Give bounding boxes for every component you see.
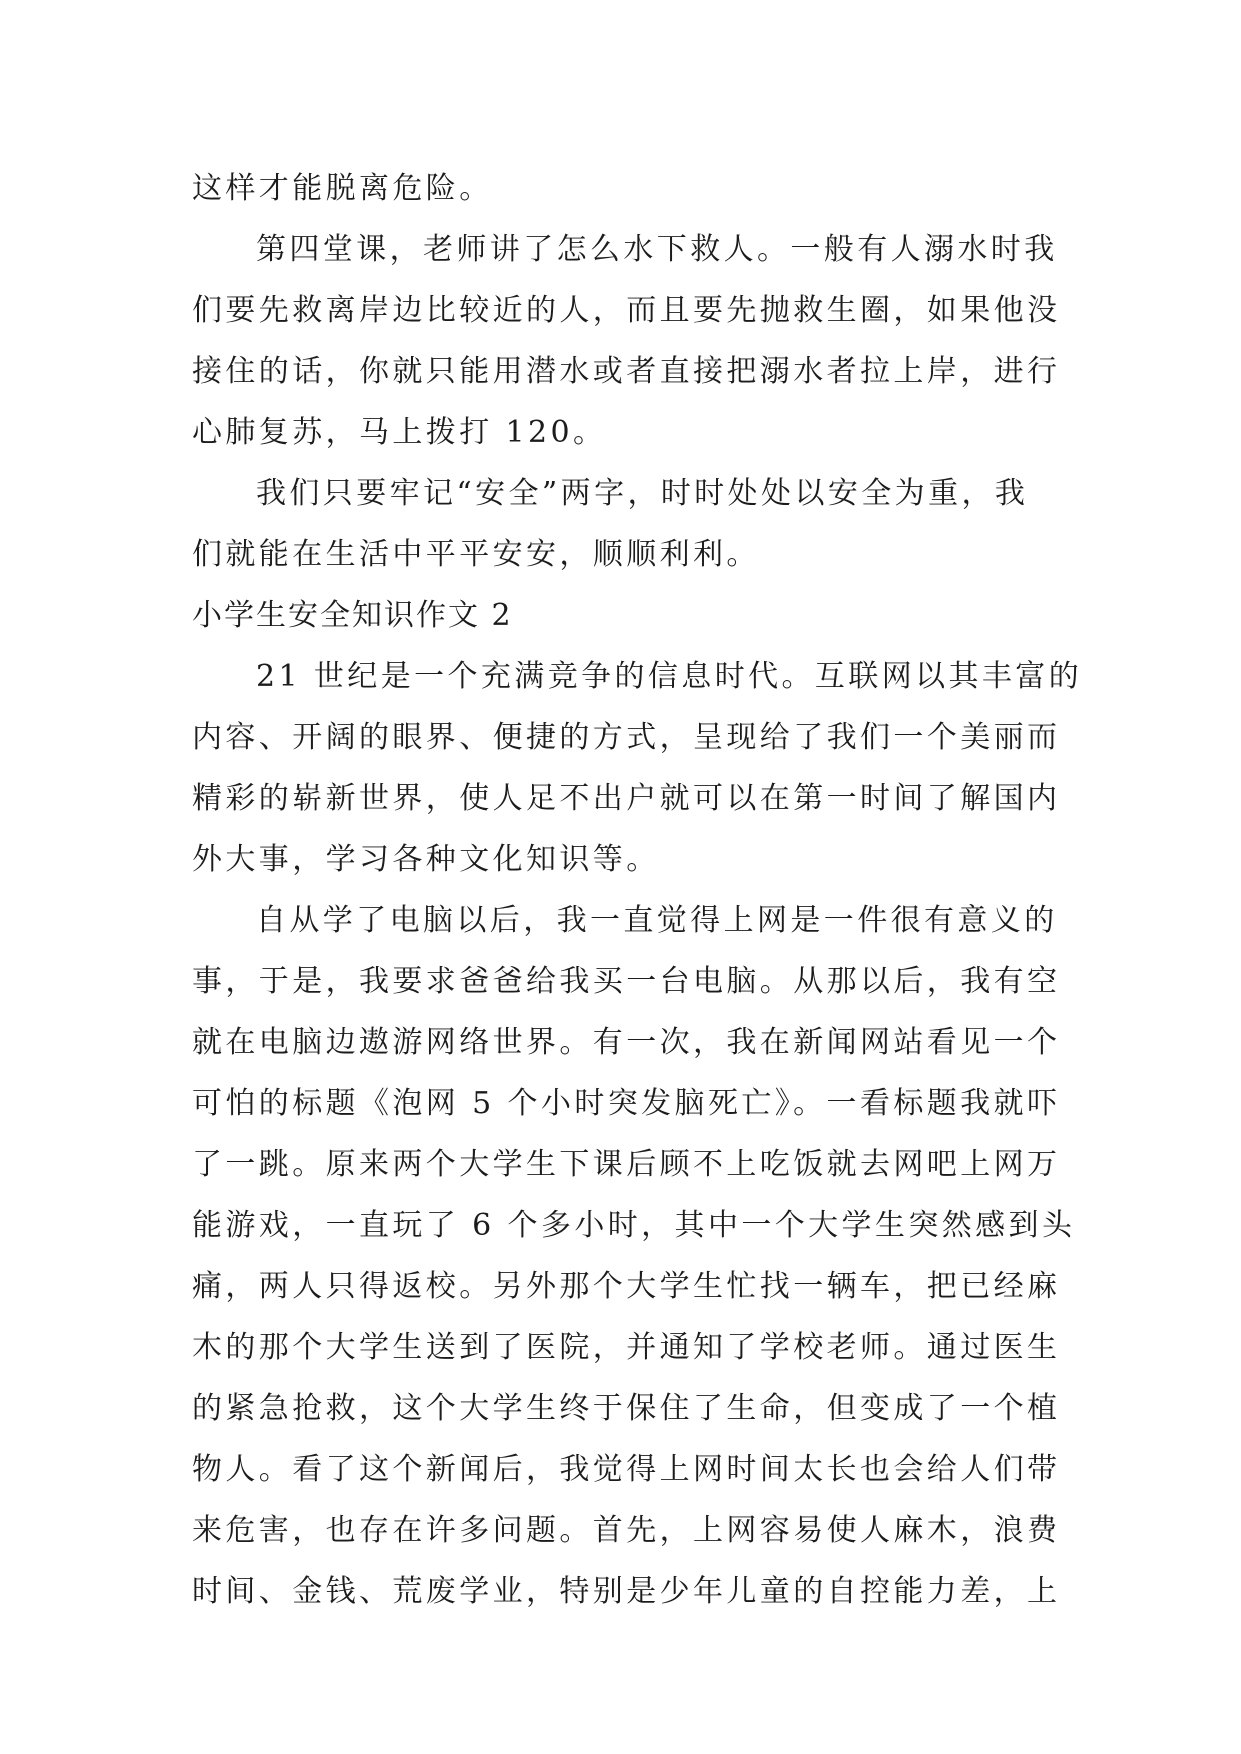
paragraph-line: 就在电脑边遨游网络世界。有一次，我在新闻网站看见一个 <box>192 1025 1061 1060</box>
paragraph-line: 痛，两人只得返校。另外那个大学生忙找一辆车，把已经麻 <box>192 1269 1061 1304</box>
paragraph-line: 们就能在生活中平平安安，顺顺利利。 <box>192 537 760 572</box>
paragraph-line: 来危害，也存在许多问题。首先，上网容易使人麻木，浪费 <box>192 1513 1061 1548</box>
paragraph-line: 这样才能脱离危险。 <box>192 171 493 206</box>
paragraph-line: 物人。看了这个新闻后，我觉得上网时间太长也会给人们带 <box>192 1452 1061 1487</box>
paragraph-line: 事，于是，我要求爸爸给我买一台电脑。从那以后，我有空 <box>192 964 1061 999</box>
paragraph-line: 接住的话，你就只能用潜水或者直接把溺水者拉上岸，进行 <box>192 354 1061 389</box>
paragraph-line: 时间、金钱、荒废学业，特别是少年儿童的自控能力差，上 <box>192 1574 1061 1609</box>
paragraph-line: 了一跳。原来两个大学生下课后顾不上吃饭就去网吧上网万 <box>192 1147 1061 1182</box>
section-heading: 小学生安全知识作文 2 <box>192 598 513 633</box>
paragraph-line: 第四堂课，老师讲了怎么水下救人。一般有人溺水时我 <box>256 232 1058 267</box>
paragraph-line: 外大事，学习各种文化知识等。 <box>192 842 660 877</box>
paragraph-line: 们要先救离岸边比较近的人，而且要先抛救生圈，如果他没 <box>192 293 1061 328</box>
paragraph-line: 自从学了电脑以后，我一直觉得上网是一件很有意义的 <box>256 903 1058 938</box>
paragraph-line: 内容、开阔的眼界、便捷的方式，呈现给了我们一个美丽而 <box>192 720 1061 755</box>
paragraph-line: 精彩的崭新世界，使人足不出户就可以在第一时间了解国内 <box>192 781 1061 816</box>
document-body <box>192 158 1083 1622</box>
paragraph-line: 的紧急抢救，这个大学生终于保住了生命，但变成了一个植 <box>192 1391 1061 1426</box>
paragraph-line: 我们只要牢记“安全”两字，时时处处以安全为重，我 <box>256 476 1029 511</box>
paragraph-line: 心肺复苏，马上拨打 120。 <box>192 415 607 450</box>
paragraph-line: 能游戏，一直玩了 6 个多小时，其中一个大学生突然感到头 <box>192 1208 1076 1243</box>
paragraph-line: 可怕的标题《泡网 5 个小时突发脑死亡》。一看标题我就吓 <box>192 1086 1061 1121</box>
paragraph-line: 21 世纪是一个充满竞争的信息时代。互联网以其丰富的 <box>256 659 1083 694</box>
paragraph-line: 木的那个大学生送到了医院，并通知了学校老师。通过医生 <box>192 1330 1061 1365</box>
